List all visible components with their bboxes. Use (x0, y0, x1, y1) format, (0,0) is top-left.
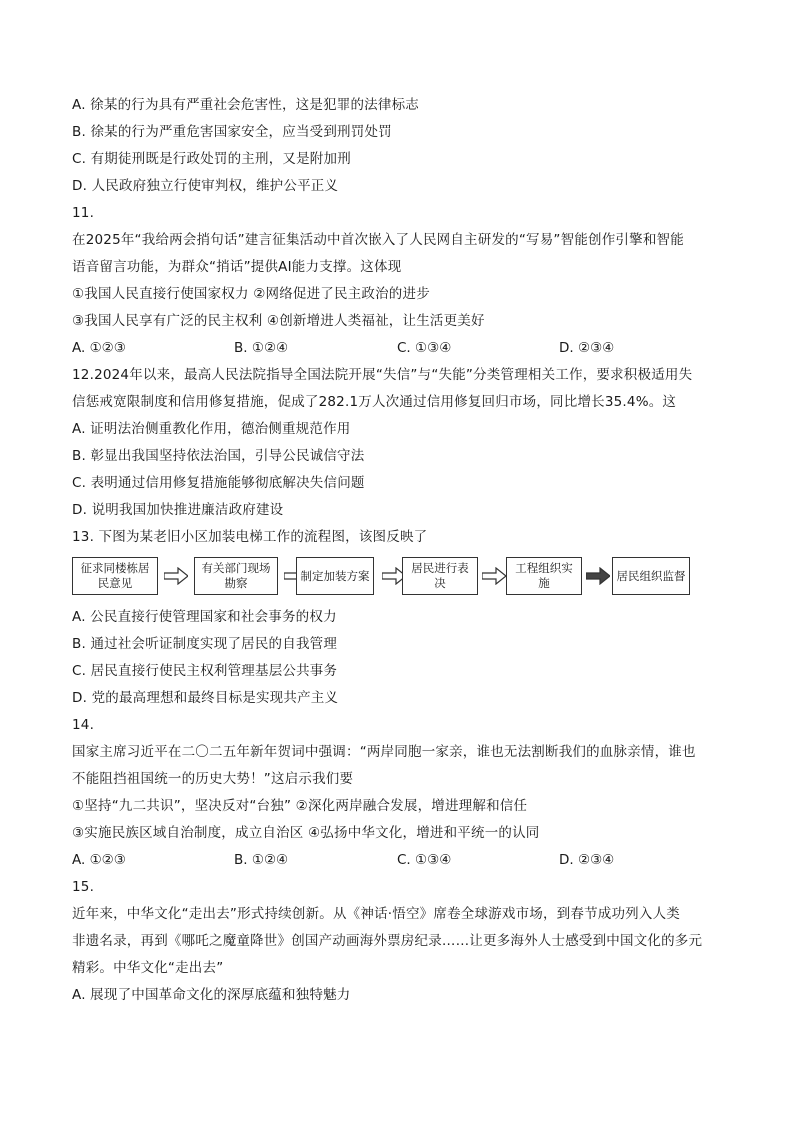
q14-statements-2: ③实施民族区域自治制度，成立自治区 ④弘扬中华文化，增进和平统一的认同 (72, 825, 540, 841)
q13-option-a: A. 公民直接行使管理国家和社会事务的权力 (72, 609, 337, 625)
q14-choices (72, 851, 722, 869)
q10-option-d: D. 人民政府独立行使审判权，维护公平正义 (72, 178, 339, 194)
q11-choice-b: B. ①②④ (234, 340, 289, 356)
q11-choice-d: D. ②③④ (559, 340, 615, 356)
q11-number: 11. (72, 205, 95, 221)
flow-step-6: 居民组织监督 (612, 557, 690, 595)
flow-arrow-icon (482, 567, 506, 585)
q12-option-a: A. 证明法治侧重教化作用，德治侧重规范作用 (72, 421, 351, 437)
q14-choice-d: D. ②③④ (559, 852, 615, 868)
q11-stem-line-2: 语音留言功能，为群众“捎话”提供AI能力支撑。这体现 (72, 259, 402, 275)
q14-statements-1: ①坚持“九二共识”，坚决反对“台独” ②深化两岸融合发展，增进理解和信任 (72, 798, 528, 814)
q14-stem-line-2: 不能阻挡祖国统一的历史大势！”这启示我们要 (72, 771, 354, 787)
q14-choice-c: C. ①③④ (397, 852, 452, 868)
flow-step-4: 居民进行表决 (402, 557, 478, 595)
flow-arrow-icon (586, 567, 610, 585)
q14-number: 14. (72, 717, 95, 733)
elevator-flowchart (72, 555, 722, 599)
q12-option-b: B. 彰显出我国坚持依法治国，引导公民诚信守法 (72, 448, 365, 464)
q12-stem-line-2: 信惩戒宽限制度和信用修复措施，促成了282.1万人次通过信用修复回归市场，同比增长35.4%。这 (72, 394, 677, 410)
q15-option-a: A. 展现了中国革命文化的深厚底蕴和独特魅力 (72, 987, 351, 1003)
q13-stem: 13. 下图为某老旧小区加装电梯工作的流程图，该图反映了 (72, 529, 428, 545)
q15-stem-line-1: 近年来，中华文化“走出去”形式持续创新。从《神话·悟空》席卷全球游戏市场，到春节成功列入人类 (72, 906, 680, 922)
q14-choice-b: B. ①②④ (234, 852, 289, 868)
q12-stem-line-1: 12.2024年以来，最高人民法院指导全国法院开展“失信”与“失能”分类管理相关工作，要求积极适用失 (72, 367, 693, 383)
q10-option-a: A. 徐某的行为具有严重社会危害性，这是犯罪的法律标志 (72, 97, 419, 113)
q10-option-c: C. 有期徒刑既是行政处罚的主刑，又是附加刑 (72, 151, 351, 167)
q13-option-c: C. 居民直接行使民主权利管理基层公共事务 (72, 663, 338, 679)
q11-choice-a: A. ①②③ (72, 340, 126, 356)
q12-option-d: D. 说明我国加快推进廉洁政府建设 (72, 502, 284, 518)
q11-statements-1: ①我国人民直接行使国家权力 ②网络促进了民主政治的进步 (72, 286, 430, 302)
q15-number: 15. (72, 879, 95, 895)
q11-stem-line-1: 在2025年“我给两会捎句话”建言征集活动中首次嵌入了人民网自主研发的“写易”智能创作引擎和智能 (72, 232, 684, 248)
q12-option-c: C. 表明通过信用修复措施能够彻底解决失信问题 (72, 475, 365, 491)
flow-step-2: 有关部门现场勘察 (194, 557, 278, 595)
q15-stem-line-2: 非遗名录，再到《哪吒之魔童降世》创国产动画海外票房纪录……让更多海外人士感受到中国文化的多元 (72, 933, 703, 949)
q14-choice-a: A. ①②③ (72, 852, 126, 868)
q13-option-d: D. 党的最高理想和最终目标是实现共产主义 (72, 690, 339, 706)
q11-choices (72, 339, 722, 357)
q15-stem-line-3: 精彩。中华文化“走出去” (72, 960, 224, 976)
q10-option-b: B. 徐某的行为严重危害国家安全，应当受到刑罚处罚 (72, 124, 392, 140)
flow-step-5: 工程组织实施 (506, 557, 582, 595)
q11-choice-c: C. ①③④ (397, 340, 452, 356)
q14-stem-line-1: 国家主席习近平在二〇二五年新年贺词中强调：“两岸同胞一家亲，谁也无法割断我们的血脉亲情，谁也 (72, 744, 696, 760)
q11-statements-2: ③我国人民享有广泛的民主权利 ④创新增进人类福祉，让生活更美好 (72, 313, 485, 329)
flow-step-1: 征求同楼栋居民意见 (72, 557, 158, 595)
flow-arrow-icon (164, 567, 188, 585)
q13-option-b: B. 通过社会听证制度实现了居民的自我管理 (72, 636, 338, 652)
flow-step-3: 制定加装方案 (296, 557, 374, 595)
